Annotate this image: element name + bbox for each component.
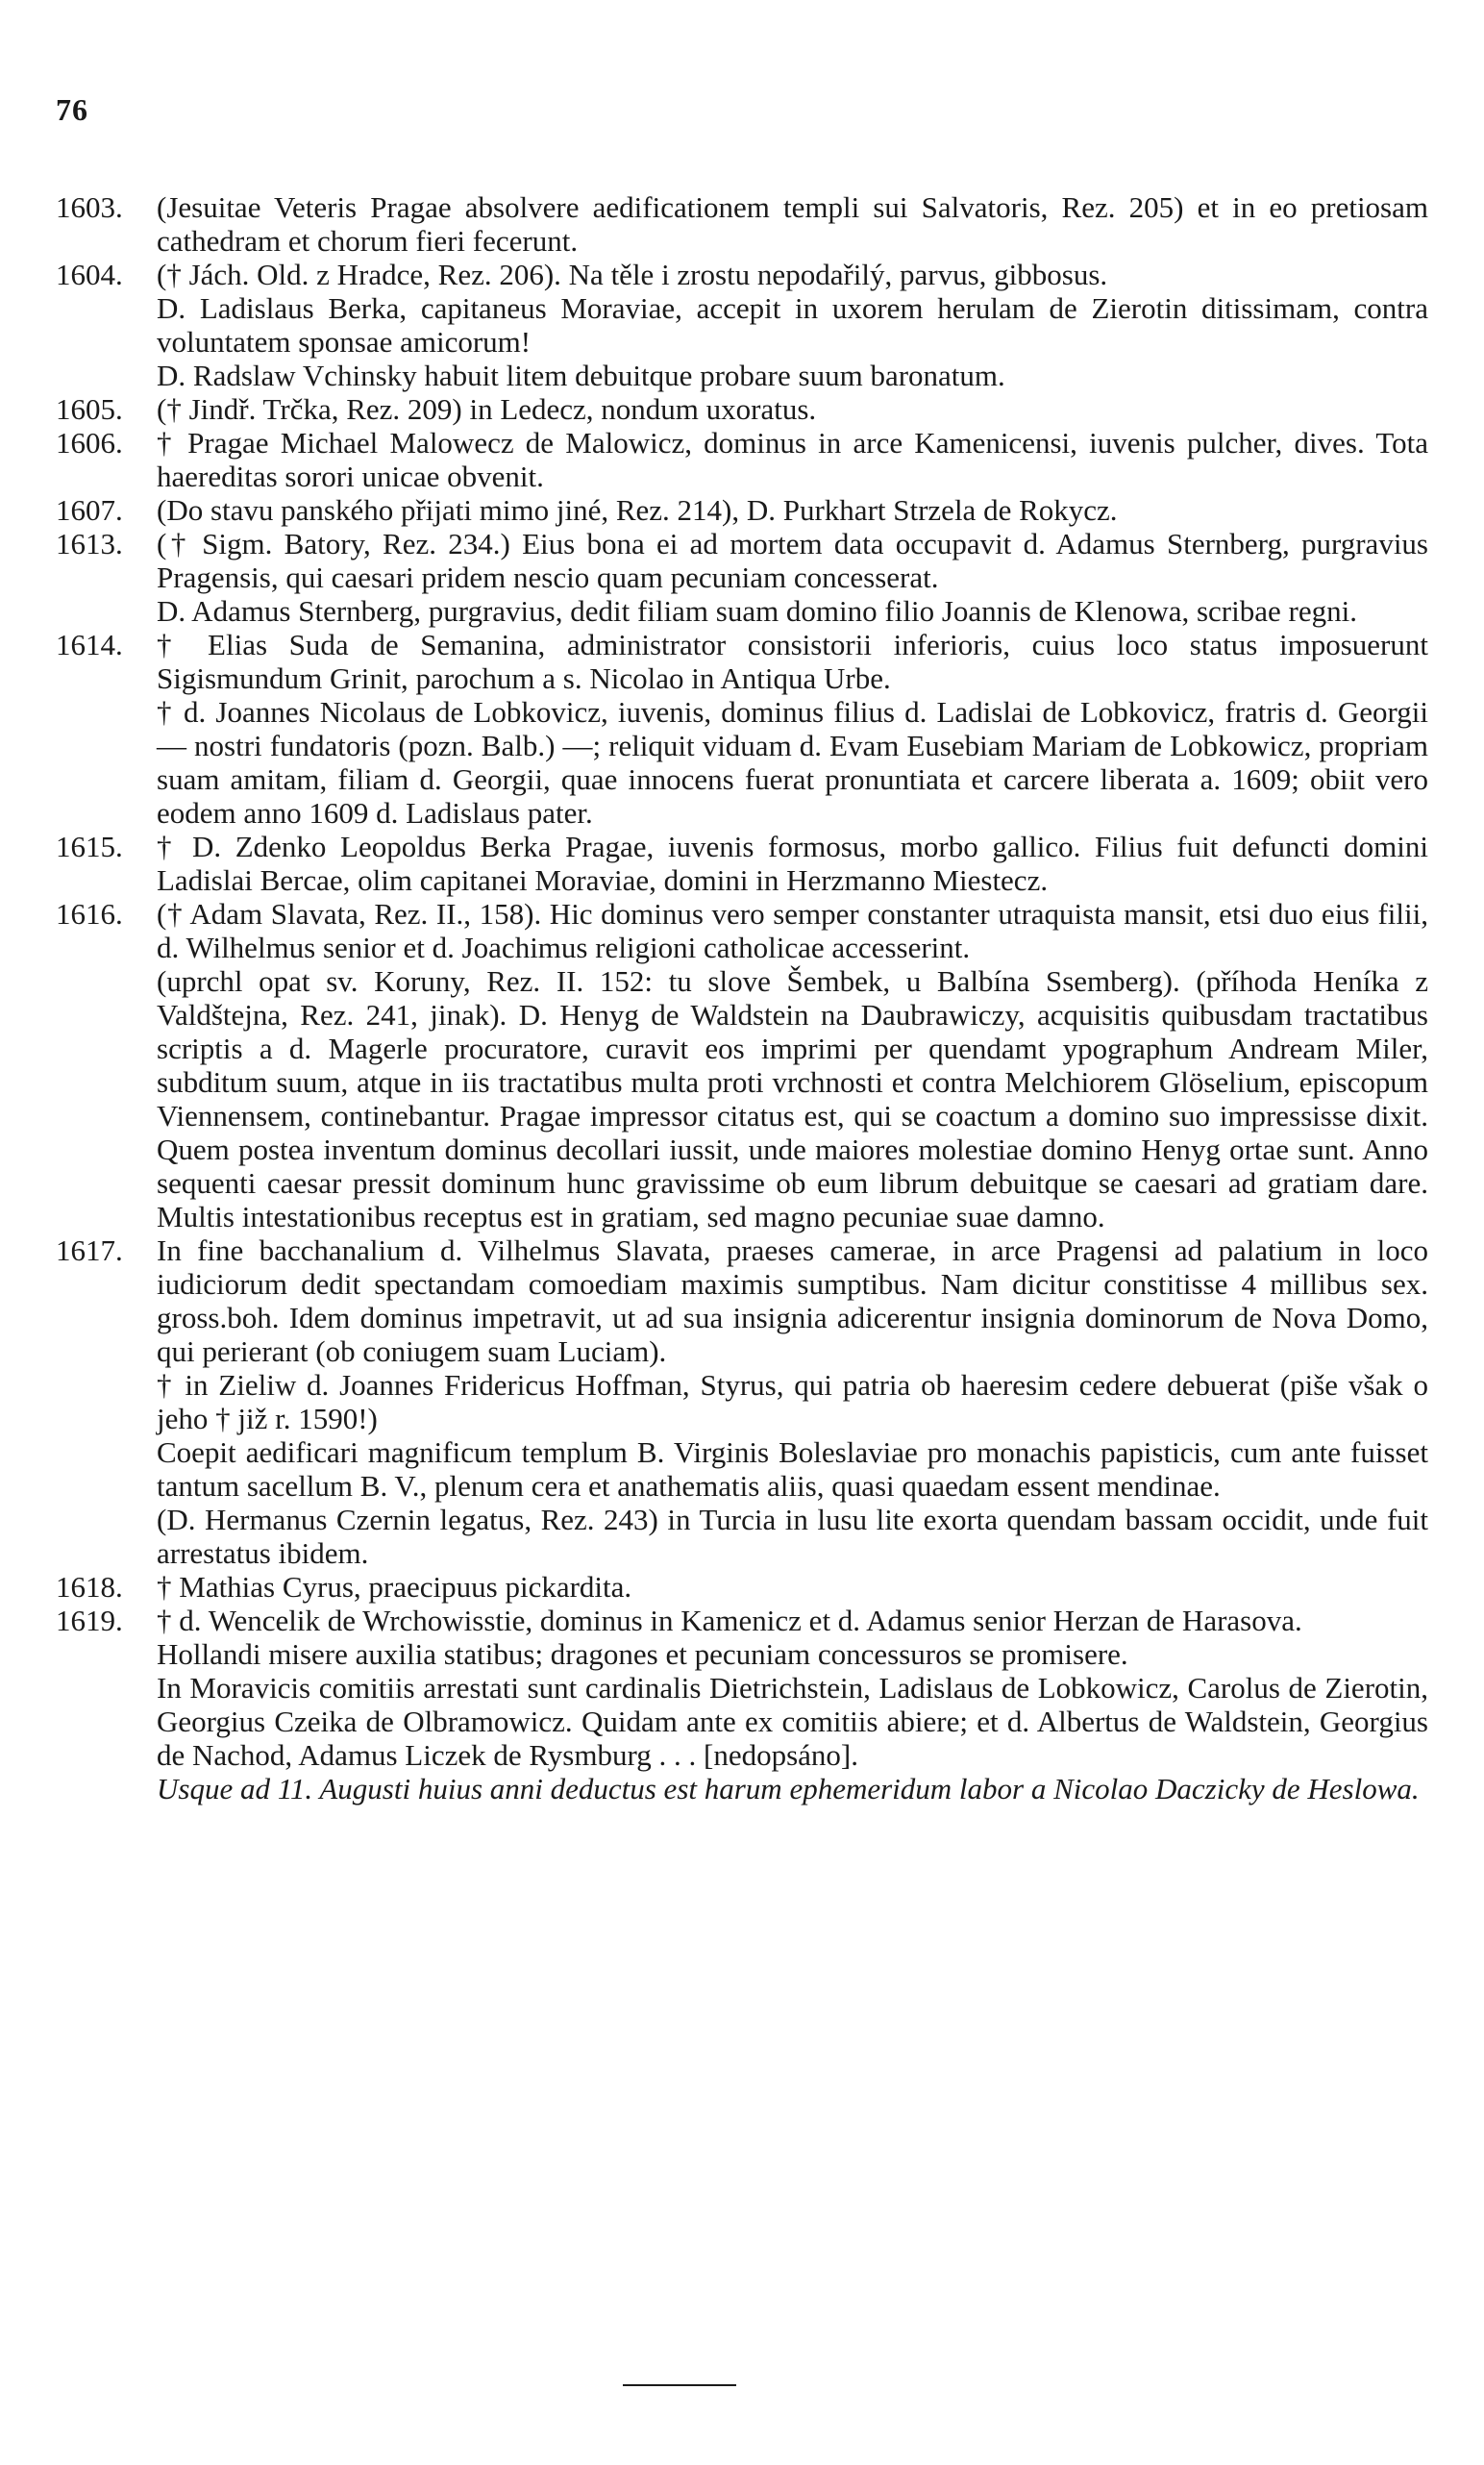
entry-year: 1605. — [56, 392, 123, 426]
entry-year: 1613. — [56, 527, 123, 560]
chronicle-entry — [56, 527, 1428, 628]
entry-paragraph: (Do stavu panského přijati mimo jiné, Rez. 214), D. Purkhart Strzela de Rokycz. — [157, 493, 1118, 527]
closing-note: Usque ad 11. Augusti huius anni deductus est harum ephemeridum labor a Nicolao Daczicky de Heslowa. — [157, 1772, 1420, 1805]
chronicle-entry — [56, 493, 1428, 527]
entry-paragraph: † Elias Suda de Semanina, administrator consistorii inferioris, cuius loco status imposuerunt Sigismundum Grinit, parochum a s. Nicolao in Antiqua Urbe. — [157, 628, 1428, 695]
entry-paragraph: († Sigm. Batory, Rez. 234.) Eius bona ei ad mortem data occupavit d. Adamus Sternberg, purgravius Pragensis, qui caesari pridem nescio quam pecuniam concesserat. — [157, 527, 1428, 594]
entry-year: 1617. — [56, 1233, 123, 1267]
entry-year: 1606. — [56, 426, 123, 460]
entry-paragraph: † in Zieliw d. Joannes Fridericus Hoffman, Styrus, qui patria ob haeresim cedere debuerat (piše však o jeho † již r. 1590!) — [157, 1368, 1428, 1435]
entry-year: 1619. — [56, 1604, 123, 1637]
entry-paragraph: † d. Joannes Nicolaus de Lobkovicz, iuvenis, dominus filius d. Ladislai de Lobkovicz, fratris d. Georgii — nostri fundatoris (pozn. Balb.) —; reliquit viduam d. Evam Eusebiam Mariam de Lobkowicz, propriam suam amitam, filiam d. Georgii, quae innocens fuerat pronuntiata et carcere liberata a. 1609; obiit vero eodem anno 1609 d. Ladislaus pater. — [157, 695, 1428, 830]
chronicle-entry — [56, 628, 1428, 830]
entry-year: 1615. — [56, 830, 123, 863]
entry-year: 1618. — [56, 1570, 123, 1604]
entry-paragraph: († Jindř. Trčka, Rez. 209) in Ledecz, nondum uxoratus. — [157, 392, 817, 426]
entry-paragraph: † D. Zdenko Leopoldus Berka Pragae, iuvenis formosus, morbo gallico. Filius fuit defuncti domini Ladislai Bercae, olim capitanei Moraviae, domini in Herzmanno Miestecz. — [157, 830, 1428, 897]
entry-paragraph: D. Adamus Sternberg, purgravius, dedit filiam suam domino filio Joannis de Klenowa, scribae regni. — [157, 594, 1357, 628]
entry-paragraph: In fine bacchanalium d. Vilhelmus Slavata, praeses camerae, in arce Pragensi ad palatium in loco iudiciorum dedit spectandam comoediam maximis sumptibus. Nam dicitur constitisse 4 millibus sex. gross.boh. Idem dominus impetravit, ut ad sua insignia adicerentur insignia dominorum de Nova Domo, qui perierant (ob coniugem suam Luciam). — [157, 1233, 1428, 1368]
entry-paragraph: D. Ladislaus Berka, capitaneus Moraviae, accepit in uxorem herulam de Zierotin ditissimam, contra voluntatem sponsae amicorum! — [157, 291, 1428, 359]
chronicle-entry — [56, 1233, 1428, 1570]
chronicle-entry — [56, 897, 1428, 1233]
closing-note-block — [56, 1772, 1428, 1805]
chronicle-entry — [56, 830, 1428, 897]
entry-paragraph: († Adam Slavata, Rez. II., 158). Hic dominus vero semper constanter utraquista mansit, etsi duo eius filii, d. Wilhelmus senior et d. Joachimus religioni catholicae accesserint. — [157, 897, 1428, 964]
entry-paragraph: † d. Wencelik de Wrchowisstie, dominus in Kamenicz et d. Adamus senior Herzan de Harasova. — [157, 1604, 1302, 1637]
entry-paragraph: Hollandi misere auxilia statibus; dragones et pecuniam concessuros se promisere. — [157, 1637, 1128, 1671]
entry-year: 1604. — [56, 258, 123, 291]
entry-paragraph: † Pragae Michael Malowecz de Malowicz, dominus in arce Kamenicensi, iuvenis pulcher, dives. Tota haereditas sorori unicae obvenit. — [157, 426, 1428, 493]
entry-paragraph: † Mathias Cyrus, praecipuus pickardita. — [157, 1570, 632, 1604]
closing-rule — [623, 2384, 736, 2386]
chronicle-entry — [56, 426, 1428, 493]
chronicle-entry — [56, 258, 1428, 392]
entry-paragraph: (D. Hermanus Czernin legatus, Rez. 243) in Turcia in lusu lite exorta quendam bassam occidit, unde fuit arrestatus ibidem. — [157, 1503, 1428, 1570]
chronicle-entries — [56, 190, 1428, 1805]
entry-paragraph: (uprchl opat sv. Koruny, Rez. II. 152: tu slove Šembek, u Balbína Ssemberg). (příhoda Heníka z Valdštejna, Rez. 241, jinak). D. Henyg de Waldstein na Daubrawiczy, acquisitis quibusdam tractatibus scriptis a d. Magerle procuratore, curavit eos imprimi per quendamt ypographum Andream Miler, subditum suum, atque in iis tractatibus multa proti vrchnosti et contra Melchiorem Glöselium, episcopum Viennensem, continebantur. Pragae impressor citatus est, qui se coactum a domino suo impressisse dixit. Quem postea inventum dominus decollari iussit, unde maiores molestiae domino Henyg ortae sunt. Anno sequenti caesar pressit dominum hunc gravissime ob eum librum debuitque se caesari ad gratiam dare. Multis intestationibus receptus est in gratiam, sed magno pecuniae suae damno. — [157, 964, 1428, 1233]
entry-paragraph: († Jách. Old. z Hradce, Rez. 206). Na těle i zrostu nepodařilý, parvus, gibbosus. — [157, 258, 1108, 291]
entry-paragraph: Coepit aedificari magnificum templum B. Virginis Boleslaviae pro monachis papisticis, cum ante fuisset tantum sacellum B. V., plenum cera et anathematis aliis, quasi quaedam essent mendinae. — [157, 1435, 1428, 1503]
entry-year: 1603. — [56, 190, 123, 224]
entry-year: 1607. — [56, 493, 123, 527]
chronicle-entry — [56, 190, 1428, 258]
entry-year: 1614. — [56, 628, 123, 661]
page-number: 76 — [56, 92, 88, 127]
entry-paragraph: (Jesuitae Veteris Pragae absolvere aedificationem templi sui Salvatoris, Rez. 205) et in eo pretiosam cathedram et chorum fieri fecerunt. — [157, 190, 1428, 258]
chronicle-entry — [56, 392, 1428, 426]
entry-year: 1616. — [56, 897, 123, 931]
chronicle-entry — [56, 1570, 1428, 1604]
chronicle-entry — [56, 1604, 1428, 1772]
entry-paragraph: In Moravicis comitiis arrestati sunt cardinalis Dietrichstein, Ladislaus de Lobkowicz, Carolus de Zierotin, Georgius Czeika de Olbramowicz. Quidam ante ex comitiis abiere; et d. Albertus de Waldstein, Georgius de Nachod, Adamus Liczek de Rysmburg . . . [nedopsáno]. — [157, 1671, 1428, 1772]
entry-paragraph: D. Radslaw Vchinsky habuit litem debuitque probare suum baronatum. — [157, 359, 1005, 392]
